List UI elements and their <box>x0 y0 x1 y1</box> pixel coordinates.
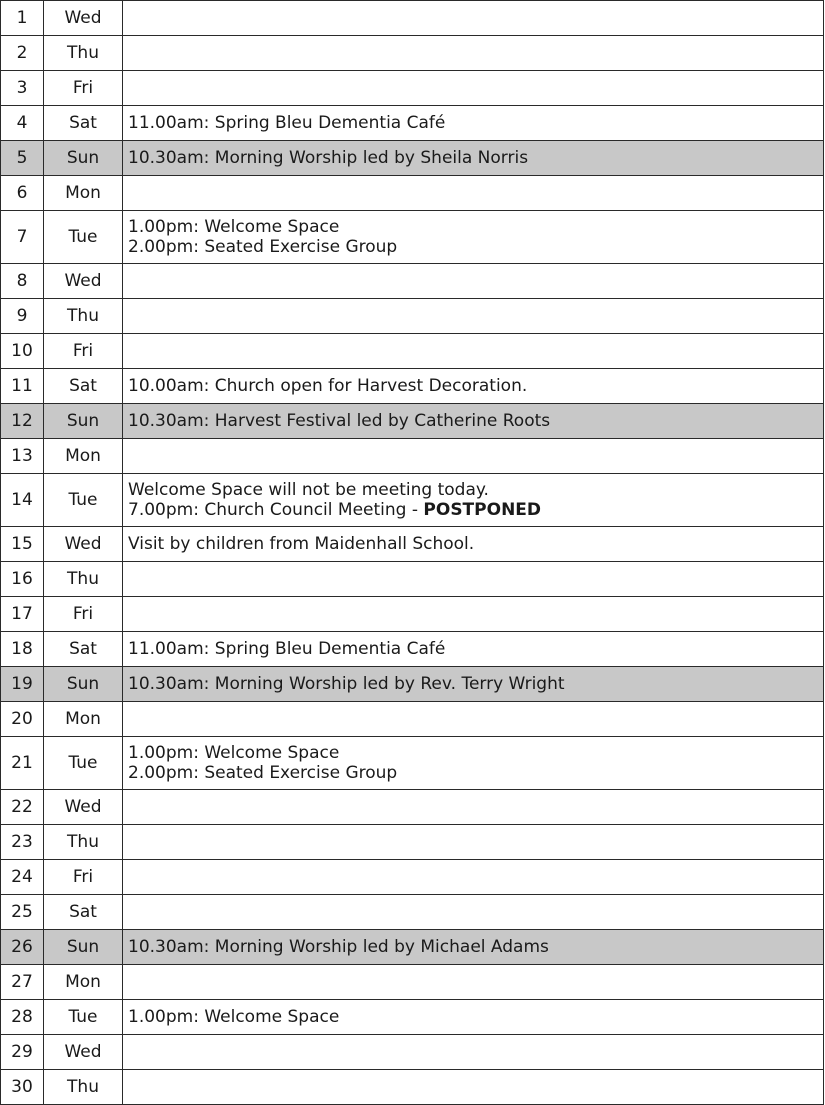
date-cell: 11 <box>1 369 44 404</box>
date-cell: 17 <box>1 597 44 632</box>
event-line <box>128 217 823 237</box>
calendar-row <box>1 737 824 790</box>
date-cell: 26 <box>1 930 44 965</box>
day-cell: Thu <box>44 825 123 860</box>
day-cell: Sun <box>44 667 123 702</box>
events-cell <box>123 965 824 1000</box>
event-text: 7.00pm: Church Council Meeting - <box>128 500 424 520</box>
event-text: 1.00pm: Welcome Space <box>128 743 340 763</box>
events-cell <box>123 527 824 562</box>
event-text: 10.30am: Morning Worship led by Rev. Terry Wright <box>128 674 565 694</box>
events-cell <box>123 474 824 527</box>
date-cell: 18 <box>1 632 44 667</box>
events-cell <box>123 369 824 404</box>
day-cell: Tue <box>44 737 123 790</box>
event-line <box>128 639 823 659</box>
calendar-row <box>1 632 824 667</box>
calendar-row <box>1 702 824 737</box>
event-line <box>128 743 823 763</box>
event-line <box>128 674 823 694</box>
events-cell <box>123 404 824 439</box>
day-cell: Wed <box>44 264 123 299</box>
events-cell <box>123 106 824 141</box>
calendar-row <box>1 527 824 562</box>
day-cell: Sat <box>44 106 123 141</box>
date-cell: 24 <box>1 860 44 895</box>
date-cell: 21 <box>1 737 44 790</box>
day-cell: Sun <box>44 404 123 439</box>
events-cell <box>123 1070 824 1105</box>
events-cell <box>123 211 824 264</box>
day-cell: Thu <box>44 1070 123 1105</box>
day-cell: Tue <box>44 1000 123 1035</box>
day-cell: Sun <box>44 930 123 965</box>
day-cell: Tue <box>44 211 123 264</box>
event-text: 10.30am: Morning Worship led by Sheila Norris <box>128 148 529 168</box>
calendar-row <box>1 790 824 825</box>
date-cell: 23 <box>1 825 44 860</box>
date-cell: 2 <box>1 36 44 71</box>
event-line <box>128 763 823 783</box>
calendar-row <box>1 264 824 299</box>
events-cell <box>123 299 824 334</box>
calendar-row <box>1 71 824 106</box>
date-cell: 20 <box>1 702 44 737</box>
event-text: 1.00pm: Welcome Space <box>128 217 340 237</box>
event-line <box>128 937 823 957</box>
calendar-row <box>1 895 824 930</box>
event-line <box>128 411 823 431</box>
calendar-row <box>1 825 824 860</box>
day-cell: Sat <box>44 632 123 667</box>
calendar-row <box>1 334 824 369</box>
event-line <box>128 376 823 396</box>
calendar-row <box>1 369 824 404</box>
calendar-row <box>1 1035 824 1070</box>
calendar-row <box>1 860 824 895</box>
date-cell: 27 <box>1 965 44 1000</box>
day-cell: Mon <box>44 439 123 474</box>
date-cell: 30 <box>1 1070 44 1105</box>
events-cell <box>123 860 824 895</box>
day-cell: Mon <box>44 176 123 211</box>
day-cell: Thu <box>44 36 123 71</box>
calendar-body <box>1 1 824 1105</box>
day-cell: Sun <box>44 141 123 176</box>
date-cell: 16 <box>1 562 44 597</box>
event-text: 1.00pm: Welcome Space <box>128 1007 340 1027</box>
event-text: 2.00pm: Seated Exercise Group <box>128 237 398 257</box>
events-cell <box>123 71 824 106</box>
date-cell: 12 <box>1 404 44 439</box>
event-text: 10.30am: Morning Worship led by Michael Adams <box>128 937 549 957</box>
date-cell: 7 <box>1 211 44 264</box>
events-cell <box>123 1035 824 1070</box>
event-line <box>128 534 823 554</box>
date-cell: 19 <box>1 667 44 702</box>
day-cell: Wed <box>44 527 123 562</box>
calendar-row <box>1 474 824 527</box>
day-cell: Fri <box>44 334 123 369</box>
day-cell: Sat <box>44 895 123 930</box>
calendar-row <box>1 299 824 334</box>
day-cell: Tue <box>44 474 123 527</box>
day-cell: Wed <box>44 1 123 36</box>
events-cell <box>123 825 824 860</box>
calendar-row <box>1 106 824 141</box>
day-cell: Mon <box>44 702 123 737</box>
day-cell: Mon <box>44 965 123 1000</box>
calendar-row <box>1 211 824 264</box>
date-cell: 4 <box>1 106 44 141</box>
calendar-row <box>1 439 824 474</box>
calendar-row <box>1 1070 824 1105</box>
day-cell: Fri <box>44 860 123 895</box>
calendar-row <box>1 404 824 439</box>
day-cell: Wed <box>44 790 123 825</box>
day-cell: Sat <box>44 369 123 404</box>
date-cell: 13 <box>1 439 44 474</box>
calendar-row <box>1 562 824 597</box>
event-text: 10.00am: Church open for Harvest Decoration. <box>128 376 528 396</box>
date-cell: 8 <box>1 264 44 299</box>
events-cell <box>123 439 824 474</box>
calendar-row <box>1 176 824 211</box>
event-text: 11.00am: Spring Bleu Dementia Café <box>128 639 446 659</box>
day-cell: Wed <box>44 1035 123 1070</box>
events-cell <box>123 632 824 667</box>
date-cell: 25 <box>1 895 44 930</box>
date-cell: 28 <box>1 1000 44 1035</box>
events-cell <box>123 264 824 299</box>
event-line <box>128 148 823 168</box>
date-cell: 15 <box>1 527 44 562</box>
date-cell: 22 <box>1 790 44 825</box>
events-cell <box>123 1000 824 1035</box>
date-cell: 29 <box>1 1035 44 1070</box>
events-cell <box>123 790 824 825</box>
date-cell: 3 <box>1 71 44 106</box>
event-line <box>128 480 823 500</box>
event-text: Visit by children from Maidenhall School. <box>128 534 475 554</box>
events-cell <box>123 562 824 597</box>
date-cell: 10 <box>1 334 44 369</box>
events-cell <box>123 737 824 790</box>
events-cell <box>123 667 824 702</box>
event-line <box>128 500 823 520</box>
events-cell <box>123 1 824 36</box>
date-cell: 14 <box>1 474 44 527</box>
day-cell: Thu <box>44 299 123 334</box>
event-status: POSTPONED <box>423 500 542 520</box>
events-cell <box>123 36 824 71</box>
day-cell: Fri <box>44 71 123 106</box>
date-cell: 1 <box>1 1 44 36</box>
calendar-row <box>1 36 824 71</box>
events-cell <box>123 176 824 211</box>
events-cell <box>123 597 824 632</box>
events-cell <box>123 334 824 369</box>
event-text: Welcome Space will not be meeting today. <box>128 480 489 500</box>
events-cell <box>123 930 824 965</box>
calendar-row <box>1 1000 824 1035</box>
calendar-row <box>1 965 824 1000</box>
date-cell: 9 <box>1 299 44 334</box>
events-cell <box>123 895 824 930</box>
events-cell <box>123 702 824 737</box>
day-cell: Fri <box>44 597 123 632</box>
event-text: 10.30am: Harvest Festival led by Catherine Roots <box>128 411 551 431</box>
event-text: 2.00pm: Seated Exercise Group <box>128 763 398 783</box>
event-line <box>128 237 823 257</box>
day-cell: Thu <box>44 562 123 597</box>
calendar-row <box>1 597 824 632</box>
calendar-row <box>1 930 824 965</box>
calendar-row <box>1 141 824 176</box>
event-line <box>128 1007 823 1027</box>
date-cell: 5 <box>1 141 44 176</box>
date-cell: 6 <box>1 176 44 211</box>
event-text: 11.00am: Spring Bleu Dementia Café <box>128 113 446 133</box>
calendar-row <box>1 667 824 702</box>
calendar-row <box>1 1 824 36</box>
events-cell <box>123 141 824 176</box>
event-line <box>128 113 823 133</box>
